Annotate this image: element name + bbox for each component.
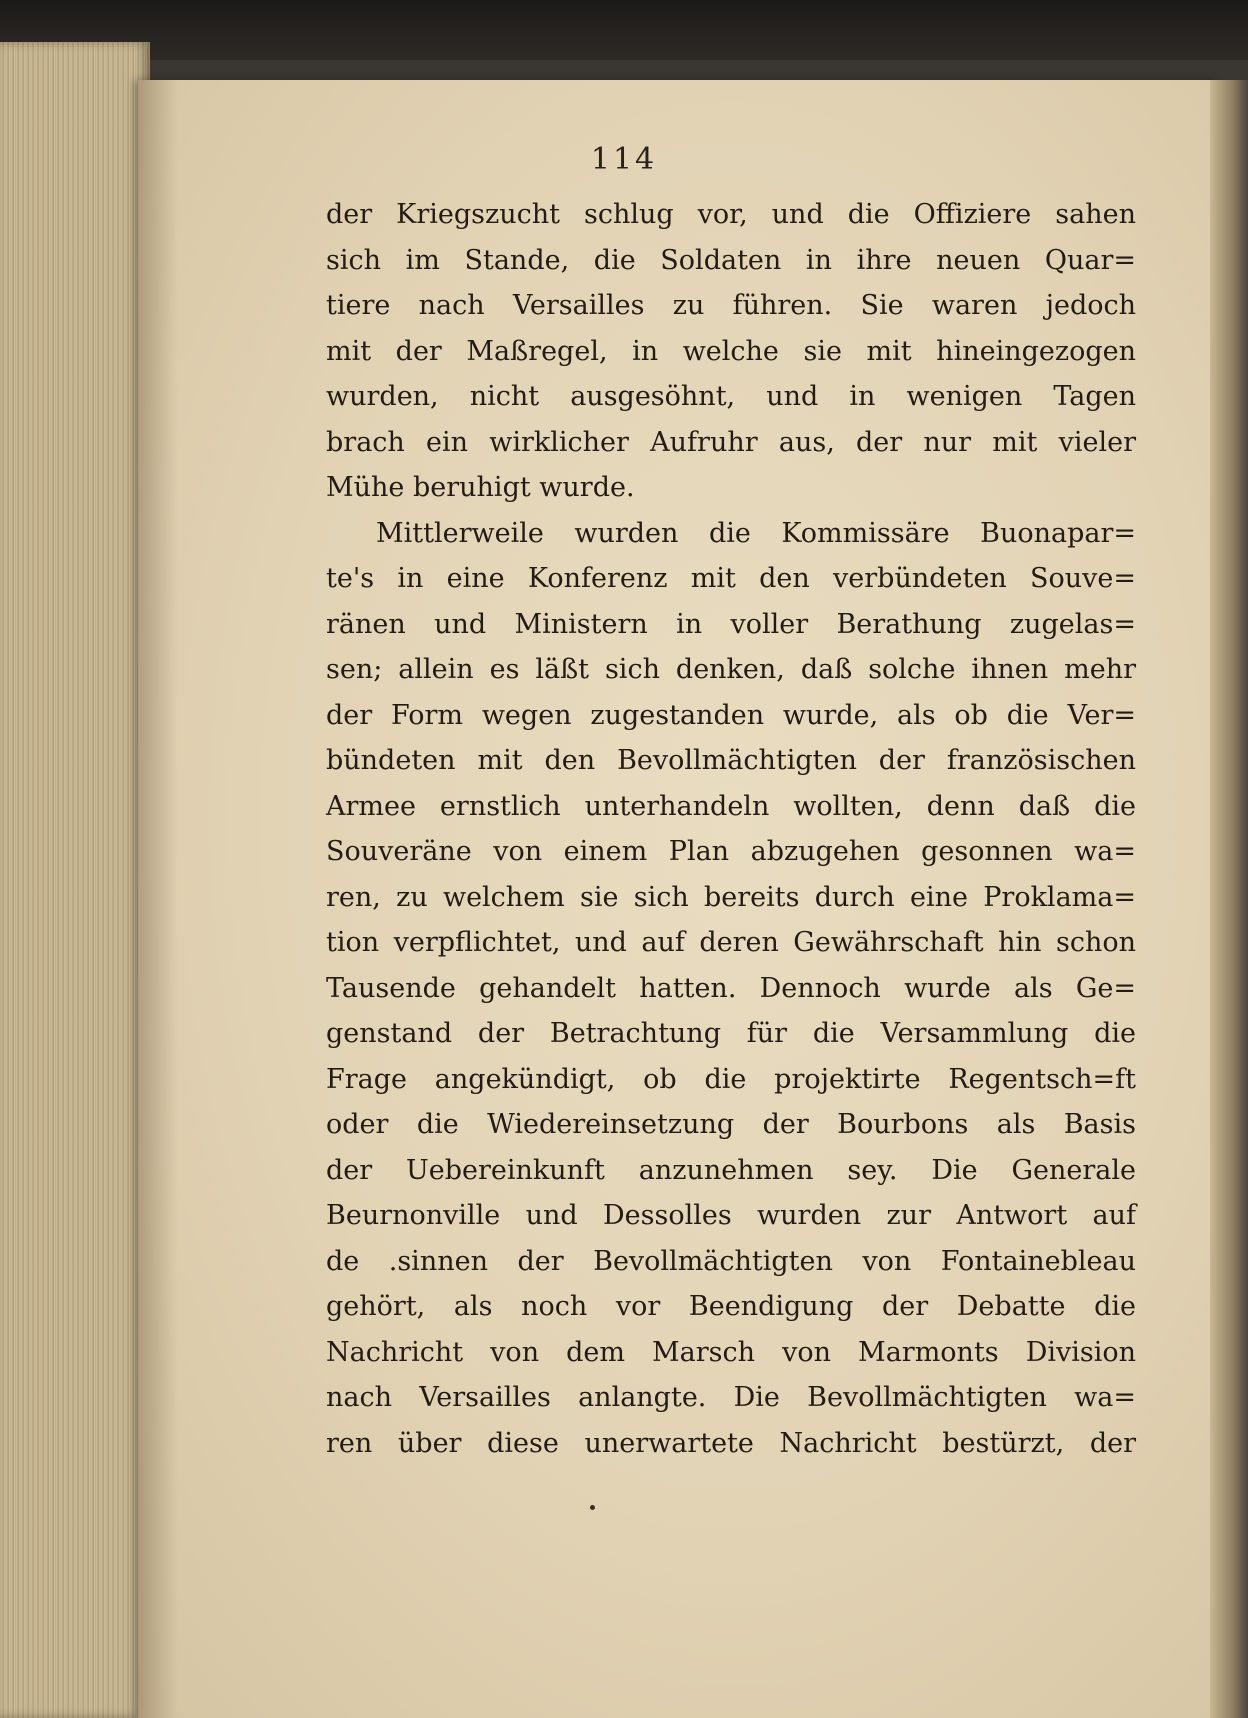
text-line: ränen und Ministern in voller Berathung zugelas= [326, 608, 1136, 640]
scan-background-top [0, 0, 1248, 60]
text-line: tiere nach Versailles zu führen. Sie waren jedoch [326, 290, 1136, 321]
book-page-edges [0, 42, 150, 1718]
right-page-edge [1210, 80, 1248, 1718]
text-line: nach Versailles anlangte. Die Bevollmächtigten wa= [326, 1382, 1136, 1413]
text-line: ren über diese unerwartete Nachricht bestürzt, der [326, 1427, 1136, 1459]
text-line: Armee ernstlich unterhandeln wollten, denn daß die [326, 790, 1136, 822]
text-line: ren, zu welchem sie sich bereits durch eine Proklama= [326, 881, 1136, 913]
text-line: gehört, als noch vor Beendigung der Debatte die [326, 1291, 1136, 1322]
text-line: sen; allein es läßt sich denken, daß solche ihnen mehr [326, 654, 1136, 685]
text-line: Tausende gehandelt hatten. Dennoch wurde als Ge= [326, 972, 1136, 1004]
text-line: Mühe beruhigt wurde. [326, 472, 635, 503]
text-line: mit der Maßregel, in welche sie mit hineingezogen [326, 335, 1136, 367]
text-line: Nachricht von dem Marsch von Marmonts Division [326, 1336, 1136, 1368]
body-text [326, 192, 1136, 1466]
text-line: sich im Stande, die Soldaten in ihre neuen Quar= [326, 244, 1136, 276]
text-line: genstand der Betrachtung für die Versammlung die [326, 1018, 1136, 1049]
text-line: der Uebereinkunft anzunehmen sey. Die Generale [326, 1154, 1136, 1186]
gutter-shadow [138, 80, 178, 1718]
text-line: Frage angekündigt, ob die projektirte Regentsch=ft [326, 1063, 1136, 1095]
paragraph-start-line: Mittlerweile wurden die Kommissäre Buonapar= [376, 517, 1136, 549]
text-line: wurden, nicht ausgesöhnt, und in wenigen Tagen [326, 381, 1136, 412]
text-line: te's in eine Konferenz mit den verbündeten Souve= [326, 563, 1136, 594]
text-line: bündeten mit den Bevollmächtigten der französischen [326, 745, 1136, 776]
text-line: oder die Wiedereinsetzung der Bourbons als Basis [326, 1109, 1136, 1140]
text-line: der Form wegen zugestanden wurde, als ob die Ver= [326, 699, 1136, 731]
text-line: tion verpflichtet, und auf deren Gewährschaft hin schon [326, 927, 1136, 958]
text-line: de .sinnen der Bevollmächtigten von Fontainebleau [326, 1245, 1136, 1277]
text-line: brach ein wirklicher Aufruhr aus, der nur mit vieler [326, 426, 1136, 458]
text-line: Beurnonville und Dessolles wurden zur Antwort auf [326, 1200, 1136, 1231]
page-number: 114 [590, 142, 658, 177]
ink-dot [590, 1505, 595, 1510]
text-line: der Kriegszucht schlug vor, und die Offiziere sahen [326, 199, 1136, 230]
text-line: Souveräne von einem Plan abzugehen gesonnen wa= [326, 836, 1136, 867]
